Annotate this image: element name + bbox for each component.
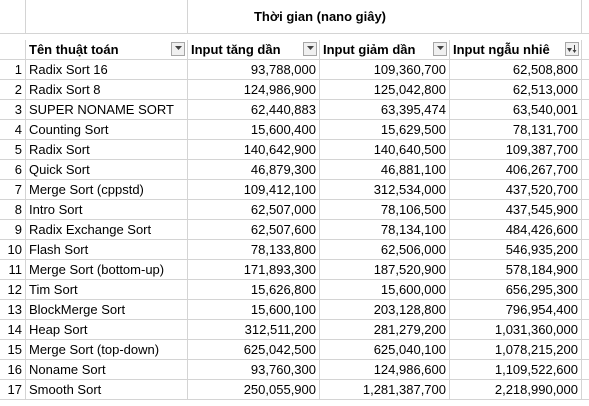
table-row: [0, 100, 589, 120]
input-random-value[interactable]: 437,545,900: [450, 200, 582, 220]
algorithm-name[interactable]: Intro Sort: [26, 200, 188, 220]
input-desc-value[interactable]: 1,281,387,700: [320, 380, 450, 400]
algorithm-name[interactable]: Radix Exchange Sort: [26, 220, 188, 240]
header-input-random-label: Input ngẫu nhiê: [453, 42, 550, 57]
input-random-value[interactable]: 1,031,360,000: [450, 320, 582, 340]
cell[interactable]: [582, 380, 589, 400]
row-number[interactable]: 11: [0, 260, 26, 280]
chevron-down-icon: [175, 46, 182, 50]
cell[interactable]: [582, 340, 589, 360]
input-random-value[interactable]: 406,267,700: [450, 160, 582, 180]
cell[interactable]: [582, 60, 589, 80]
header-algorithm[interactable]: [26, 40, 188, 60]
algorithm-name[interactable]: Radix Sort 16: [26, 60, 188, 80]
cell[interactable]: [582, 360, 589, 380]
table-row: [0, 340, 589, 360]
input-asc-value[interactable]: 46,879,300: [188, 160, 320, 180]
cell[interactable]: [582, 140, 589, 160]
input-asc-value[interactable]: 15,600,100: [188, 300, 320, 320]
input-desc-value[interactable]: 125,042,800: [320, 80, 450, 100]
row-number[interactable]: 8: [0, 200, 26, 220]
algorithm-name[interactable]: Radix Sort: [26, 140, 188, 160]
input-desc-value[interactable]: 625,040,100: [320, 340, 450, 360]
input-desc-value[interactable]: 78,134,100: [320, 220, 450, 240]
input-random-value[interactable]: 484,426,600: [450, 220, 582, 240]
header-input-asc-label: Input tăng dần: [191, 42, 281, 57]
table-row: [0, 120, 589, 140]
table-row: [0, 220, 589, 240]
cell[interactable]: [582, 300, 589, 320]
algorithm-name[interactable]: Tim Sort: [26, 280, 188, 300]
input-random-value[interactable]: 1,078,215,200: [450, 340, 582, 360]
input-random-value[interactable]: 109,387,700: [450, 140, 582, 160]
input-desc-value[interactable]: 203,128,800: [320, 300, 450, 320]
cell[interactable]: [582, 80, 589, 100]
input-desc-value[interactable]: 281,279,200: [320, 320, 450, 340]
input-desc-value[interactable]: 46,881,100: [320, 160, 450, 180]
chevron-down-icon: [307, 46, 314, 50]
input-asc-value[interactable]: 62,507,000: [188, 200, 320, 220]
row-number[interactable]: 12: [0, 280, 26, 300]
input-desc-value[interactable]: 124,986,600: [320, 360, 450, 380]
cell[interactable]: [582, 260, 589, 280]
table-row: [0, 200, 589, 220]
table-row: [0, 60, 589, 80]
input-random-value[interactable]: 62,513,000: [450, 80, 582, 100]
row-number[interactable]: 2: [0, 80, 26, 100]
input-asc-value[interactable]: 15,600,400: [188, 120, 320, 140]
input-asc-value[interactable]: 93,788,000: [188, 60, 320, 80]
input-asc-value[interactable]: 93,760,300: [188, 360, 320, 380]
cell[interactable]: [582, 120, 589, 140]
input-desc-value[interactable]: 62,506,000: [320, 240, 450, 260]
input-asc-value[interactable]: 124,986,900: [188, 80, 320, 100]
cell[interactable]: [582, 320, 589, 340]
cell[interactable]: [582, 0, 589, 34]
table-row: [0, 320, 589, 340]
input-desc-value[interactable]: 140,640,500: [320, 140, 450, 160]
sort-descending-icon: [567, 45, 577, 53]
row-number[interactable]: 10: [0, 240, 26, 260]
header-input-asc[interactable]: [188, 40, 320, 60]
row-number[interactable]: 14: [0, 320, 26, 340]
input-desc-value[interactable]: 78,106,500: [320, 200, 450, 220]
table-row: [0, 80, 589, 100]
row-number[interactable]: 17: [0, 380, 26, 400]
filter-dropdown-button[interactable]: [171, 42, 185, 56]
filter-dropdown-button[interactable]: [433, 42, 447, 56]
input-desc-value[interactable]: 15,629,500: [320, 120, 450, 140]
table-row: [0, 360, 589, 380]
cell[interactable]: [582, 100, 589, 120]
table-row: [0, 380, 589, 400]
input-asc-value[interactable]: 171,893,300: [188, 260, 320, 280]
table-row: [0, 160, 589, 180]
input-desc-value[interactable]: 187,520,900: [320, 260, 450, 280]
input-desc-value[interactable]: 63,395,474: [320, 100, 450, 120]
input-asc-value[interactable]: 109,412,100: [188, 180, 320, 200]
row-number[interactable]: 3: [0, 100, 26, 120]
cell[interactable]: [0, 40, 26, 60]
row-number[interactable]: 15: [0, 340, 26, 360]
input-asc-value[interactable]: 250,055,900: [188, 380, 320, 400]
table-row: [0, 260, 589, 280]
row-number[interactable]: 7: [0, 180, 26, 200]
algorithm-name[interactable]: Noname Sort: [26, 360, 188, 380]
input-random-value[interactable]: 437,520,700: [450, 180, 582, 200]
chevron-down-icon: [437, 46, 444, 50]
input-random-value[interactable]: 78,131,700: [450, 120, 582, 140]
input-asc-value[interactable]: 312,511,200: [188, 320, 320, 340]
header-input-random[interactable]: [450, 40, 582, 60]
column-header-row: [0, 40, 589, 60]
header-input-desc-label: Input giảm dần: [323, 42, 416, 57]
cell[interactable]: [450, 0, 582, 34]
algorithm-name[interactable]: Merge Sort (bottom-up): [26, 260, 188, 280]
row-number[interactable]: 5: [0, 140, 26, 160]
cell[interactable]: [582, 240, 589, 260]
table-row: [0, 300, 589, 320]
input-asc-value[interactable]: 625,042,500: [188, 340, 320, 360]
sort-filter-button[interactable]: [565, 42, 579, 56]
input-random-value[interactable]: 656,295,300: [450, 280, 582, 300]
input-asc-value[interactable]: 78,133,800: [188, 240, 320, 260]
table-row: [0, 180, 589, 200]
filter-dropdown-button[interactable]: [303, 42, 317, 56]
cell[interactable]: [582, 180, 589, 200]
cell[interactable]: [582, 200, 589, 220]
row-number[interactable]: 1: [0, 60, 26, 80]
input-asc-value[interactable]: 62,440,883: [188, 100, 320, 120]
algorithm-name[interactable]: Smooth Sort: [26, 380, 188, 400]
row-number[interactable]: 16: [0, 360, 26, 380]
input-random-value[interactable]: 796,954,400: [450, 300, 582, 320]
input-asc-value[interactable]: 62,507,600: [188, 220, 320, 240]
input-desc-value[interactable]: 312,534,000: [320, 180, 450, 200]
header-input-desc[interactable]: [320, 40, 450, 60]
group-header-row: [0, 0, 589, 24]
group-header-title: Thời gian (nano giây): [253, 9, 387, 24]
input-asc-value[interactable]: 140,642,900: [188, 140, 320, 160]
algorithm-name[interactable]: BlockMerge Sort: [26, 300, 188, 320]
cell[interactable]: [0, 0, 26, 34]
input-random-value[interactable]: 2,218,990,000: [450, 380, 582, 400]
input-random-value[interactable]: 63,540,001: [450, 100, 582, 120]
table-row: [0, 240, 589, 260]
row-number[interactable]: 6: [0, 160, 26, 180]
row-number[interactable]: 13: [0, 300, 26, 320]
row-number[interactable]: 4: [0, 120, 26, 140]
input-desc-value[interactable]: 109,360,700: [320, 60, 450, 80]
input-random-value[interactable]: 578,184,900: [450, 260, 582, 280]
input-random-value[interactable]: 1,109,522,600: [450, 360, 582, 380]
algorithm-name[interactable]: Quick Sort: [26, 160, 188, 180]
algorithm-name[interactable]: Merge Sort (top-down): [26, 340, 188, 360]
table-row: [0, 280, 589, 300]
algorithm-name[interactable]: Merge Sort (cppstd): [26, 180, 188, 200]
cell[interactable]: [26, 0, 188, 34]
header-algorithm-label: Tên thuật toán: [29, 42, 119, 57]
cell[interactable]: [582, 160, 589, 180]
table-row: [0, 140, 589, 160]
cell[interactable]: [582, 40, 589, 60]
input-random-value[interactable]: 546,935,200: [450, 240, 582, 260]
algorithm-name[interactable]: Flash Sort: [26, 240, 188, 260]
row-number[interactable]: 9: [0, 220, 26, 240]
algorithm-name[interactable]: Heap Sort: [26, 320, 188, 340]
algorithm-name[interactable]: SUPER NONAME SORT: [26, 100, 188, 120]
input-desc-value[interactable]: 15,600,000: [320, 280, 450, 300]
cell[interactable]: [582, 220, 589, 240]
input-random-value[interactable]: 62,508,800: [450, 60, 582, 80]
algorithm-name[interactable]: Radix Sort 8: [26, 80, 188, 100]
input-asc-value[interactable]: 15,626,800: [188, 280, 320, 300]
algorithm-name[interactable]: Counting Sort: [26, 120, 188, 140]
cell[interactable]: [582, 280, 589, 300]
